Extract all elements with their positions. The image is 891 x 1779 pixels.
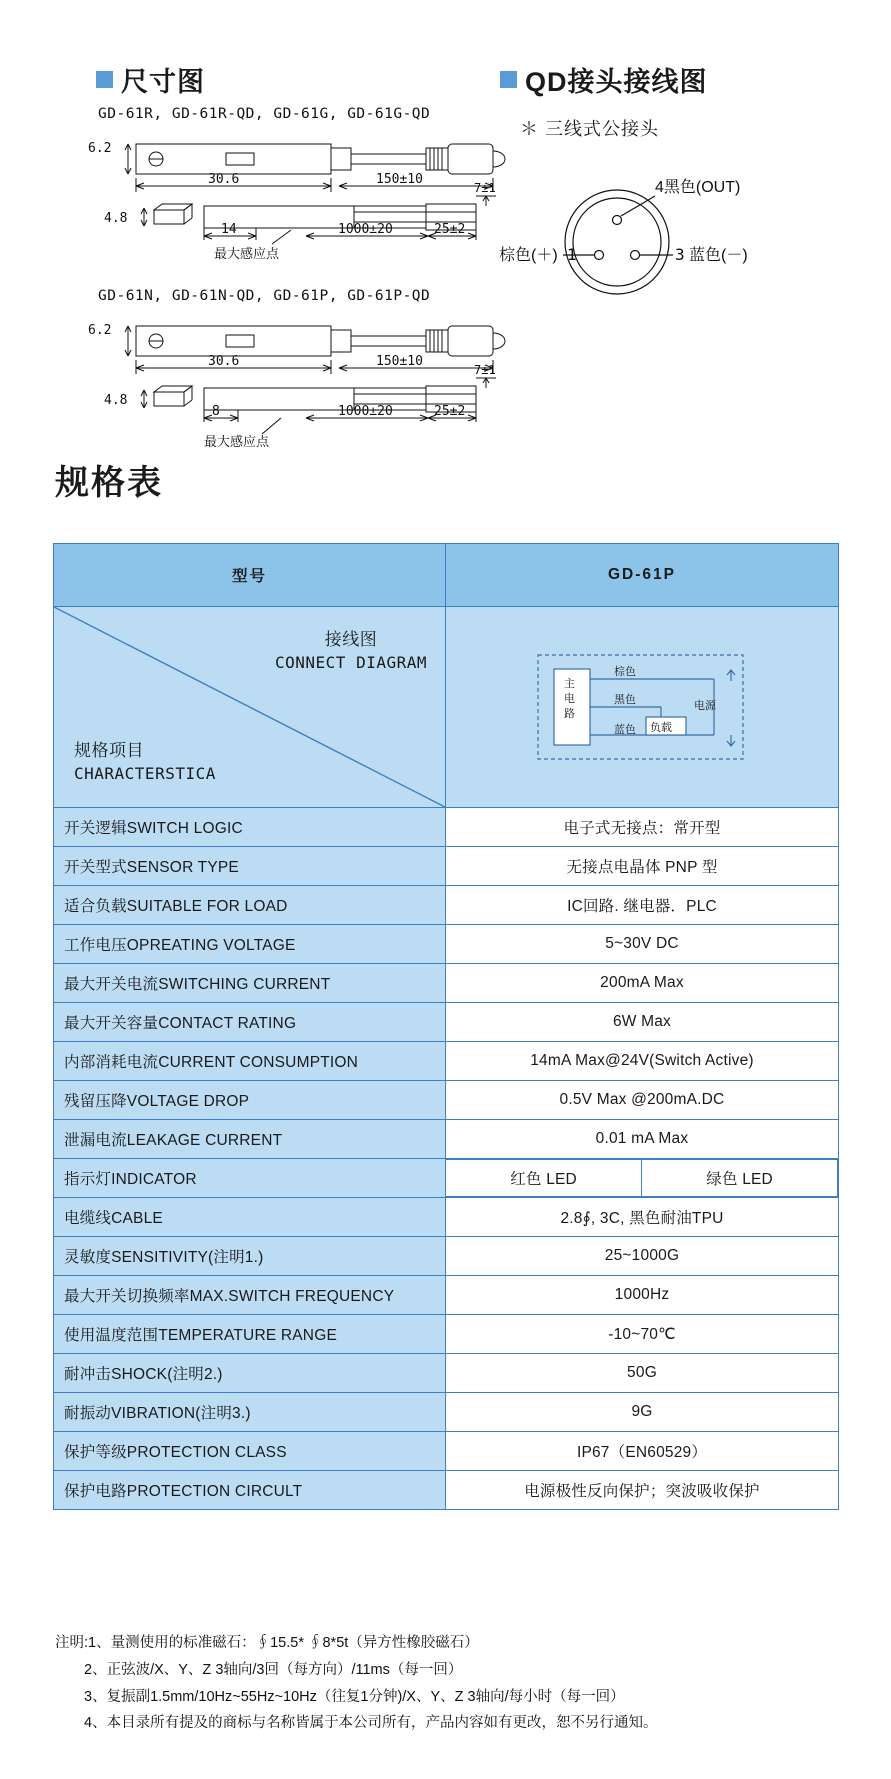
dim-label-8: 8 — [212, 404, 220, 419]
characteristics-title: 规格项目 CHARACTERSTICA — [74, 741, 216, 784]
circuit-label-3: 路 — [564, 708, 575, 720]
table-row — [54, 808, 839, 847]
wiring-diagram-svg — [446, 607, 839, 807]
qd-note-text: ＊ 三线式公接头 — [520, 119, 660, 139]
indicator-red-led: 红色 LED — [446, 1160, 642, 1197]
qd-pin1-left-label: 棕色(＋) — [499, 247, 558, 264]
indicator-green-led: 绿色 LED — [642, 1160, 838, 1197]
row-value: 电子式无接点：常开型 — [446, 808, 839, 847]
dimension-drawing-2-svg — [76, 308, 516, 448]
row-value: 0.01 mA Max — [446, 1120, 839, 1159]
qd-pin4-label: 4黑色(OUT) — [655, 179, 741, 196]
row-label: 最大开关切换频率MAX.SWITCH FREQUENCY — [54, 1276, 446, 1315]
row-label: 最大开关电流SWITCHING CURRENT — [54, 964, 446, 1003]
row-label: 耐冲击SHOCK(注明2.) — [54, 1354, 446, 1393]
table-row — [54, 847, 839, 886]
row-value: IP67（EN60529） — [446, 1432, 839, 1471]
dim-label-1000: 1000±20 — [338, 222, 393, 237]
dim-label-25: 25±2 — [434, 222, 466, 237]
row-value: 0.5V Max @200mA.DC — [446, 1081, 839, 1120]
row-value: -10~70℃ — [446, 1315, 839, 1354]
table-row — [54, 1003, 839, 1042]
row-label: 使用温度范围TEMPERATURE RANGE — [54, 1315, 446, 1354]
table-row — [54, 886, 839, 925]
table-row — [54, 1432, 839, 1471]
table-diagram-row — [54, 607, 839, 808]
row-label: 工作电压OPREATING VOLTAGE — [54, 925, 446, 964]
table-row — [54, 1198, 839, 1237]
dimension-model-line-1: GD-61R, GD-61R-QD, GD-61G, GD-61G-QD — [98, 106, 431, 122]
wire-black-label: 黑色 — [614, 694, 636, 706]
dim-label-14: 14 — [221, 222, 237, 237]
row-label: 灵敏度SENSITIVITY(注明1.) — [54, 1237, 446, 1276]
dim-label-7: 7±1 — [474, 363, 496, 377]
row-label: 开关型式SENSOR TYPE — [54, 847, 446, 886]
table-row — [54, 1042, 839, 1081]
dim-label-sense-point-1: 最大感应点 — [214, 246, 280, 261]
blue-square-bullet-icon — [96, 71, 113, 88]
table-row — [54, 1354, 839, 1393]
footnote-2: 2、正弦波/X、Y、Z 3轴向/3回（每方向）/11ms（每一回） — [55, 1661, 463, 1678]
connect-diagram-title: 接线图 CONNECT DIAGRAM — [275, 630, 427, 672]
footnote-1: 注明:1、量测使用的标准磁石：∮15.5* ∮8*5t（异方性橡胶磁石） — [55, 1635, 479, 1651]
row-label: 保护等级PROTECTION CLASS — [54, 1432, 446, 1471]
wiring-diagram-cell — [446, 607, 839, 808]
row-label: 指示灯INDICATOR — [54, 1159, 446, 1198]
spec-table-heading: 规格表 — [55, 464, 163, 502]
row-label: 泄漏电流LEAKAGE CURRENT — [54, 1120, 446, 1159]
qd-connector-drawing — [495, 160, 845, 310]
table-row — [54, 1081, 839, 1120]
row-value: 1000Hz — [446, 1276, 839, 1315]
power-label: 电源 — [694, 700, 716, 712]
row-label: 内部消耗电流CURRENT CONSUMPTION — [54, 1042, 446, 1081]
qd-pin1-number: 1 — [567, 245, 577, 264]
row-value: 25~1000G — [446, 1237, 839, 1276]
row-label: 耐振动VIBRATION(注明3.) — [54, 1393, 446, 1432]
table-row — [54, 1237, 839, 1276]
diagram-label-cell — [54, 607, 446, 808]
row-value: IC回路. 继电器．PLC — [446, 886, 839, 925]
dimension-heading-text: 尺寸图 — [121, 67, 205, 97]
specification-table — [53, 543, 839, 1510]
dim-label-sense-point-2: 最大感应点 — [204, 434, 270, 448]
dim-label-1000: 1000±20 — [338, 404, 393, 419]
blue-square-bullet-icon — [500, 71, 517, 88]
row-value: 14mA Max@24V(Switch Active) — [446, 1042, 839, 1081]
row-value: 9G — [446, 1393, 839, 1432]
dimension-drawing-1-svg — [76, 126, 516, 266]
header-model-cell: 型号 — [54, 544, 446, 607]
dim-label-30-6: 30.6 — [208, 354, 240, 369]
circuit-label-1: 主 — [564, 678, 575, 690]
row-value: 无接点电晶体 PNP 型 — [446, 847, 839, 886]
row-value-split — [446, 1159, 839, 1198]
row-value: 2.8∮, 3C, 黑色耐油TPU — [446, 1198, 839, 1237]
row-value: 50G — [446, 1354, 839, 1393]
row-value: 电源极性反向保护；突波吸收保护 — [446, 1471, 839, 1510]
row-label: 开关逻辑SWITCH LOGIC — [54, 808, 446, 847]
qd-section-heading — [500, 60, 708, 99]
row-label: 适合负载SUITABLE FOR LOAD — [54, 886, 446, 925]
dimension-drawing-group-1 — [76, 126, 516, 266]
table-row — [54, 1393, 839, 1432]
circuit-label-2: 电 — [564, 693, 575, 705]
footnotes — [55, 1630, 855, 1737]
dimension-drawing-group-2 — [76, 308, 516, 448]
footnote-4: 4、本目录所有提及的商标与名称皆属于本公司所有，产品内容如有更改，恕不另行通知。 — [55, 1715, 658, 1732]
indicator-split-table — [446, 1159, 838, 1197]
dim-label-25: 25±2 — [434, 404, 466, 419]
table-row — [54, 1276, 839, 1315]
row-label: 保护电路PROTECTION CIRCULT — [54, 1471, 446, 1510]
row-value: 5~30V DC — [446, 925, 839, 964]
wire-brown-label: 棕色 — [614, 666, 636, 678]
dimension-model-line-2: GD-61N, GD-61N-QD, GD-61P, GD-61P-QD — [98, 288, 431, 304]
table-row — [54, 964, 839, 1003]
table-row — [54, 1120, 839, 1159]
row-value: 6W Max — [446, 1003, 839, 1042]
dim-label-30-6: 30.6 — [208, 172, 240, 187]
footnote-3: 3、复振副1.5mm/10Hz~55Hz~10Hz（往复1分钟)/X、Y、Z 3轴向/每小时（每一回） — [55, 1688, 625, 1705]
table-header-row — [54, 544, 839, 607]
row-label: 最大开关容量CONTACT RATING — [54, 1003, 446, 1042]
dim-label-7: 7±1 — [474, 181, 496, 195]
header-part-cell: GD-61P — [446, 544, 839, 607]
qd-pin3-right-label: 蓝色(－) — [689, 247, 748, 264]
table-row — [54, 1315, 839, 1354]
dim-label-150: 150±10 — [376, 354, 423, 369]
row-label: 电缆线CABLE — [54, 1198, 446, 1237]
qd-connector-svg — [495, 160, 845, 310]
dim-label-150: 150±10 — [376, 172, 423, 187]
dim-label-6-2: 6.2 — [88, 141, 112, 156]
table-row — [54, 1471, 839, 1510]
dim-label-6-2: 6.2 — [88, 323, 112, 338]
dimension-section-heading — [96, 60, 205, 99]
table-row — [54, 925, 839, 964]
row-label: 残留压降VOLTAGE DROP — [54, 1081, 446, 1120]
wire-blue-label: 蓝色 — [614, 724, 636, 736]
load-label: 负载 — [650, 722, 672, 734]
dim-label-4-8: 4.8 — [104, 393, 128, 408]
dim-label-4-8: 4.8 — [104, 211, 128, 226]
qd-heading-text: QD接头接线图 — [525, 67, 708, 97]
table-row-indicator — [54, 1159, 839, 1198]
row-value: 200mA Max — [446, 964, 839, 1003]
qd-pin3-number: 3 — [675, 245, 685, 264]
